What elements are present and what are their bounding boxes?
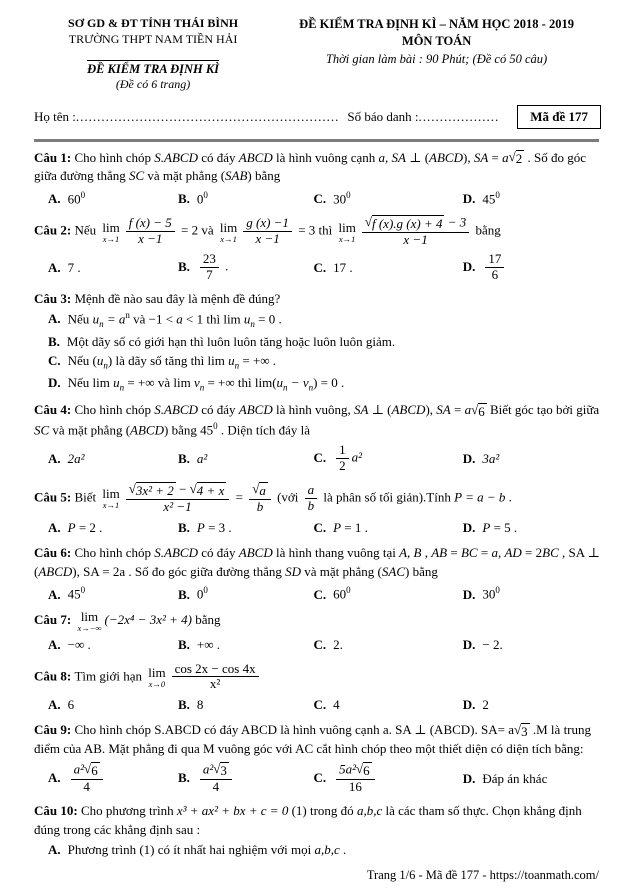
option-B: B. P = 3 .	[177, 520, 232, 536]
option-C: C. 4	[313, 697, 340, 713]
duration-note: Thời gian làm bài : 90 Phút; (Đề có 50 câu)	[325, 51, 548, 66]
answer-options	[34, 584, 601, 604]
question-text: Câu 9: Cho hình chóp S.ABCD có đáy ABCD là hình vuông cạnh a. SA ⊥ (ABCD). SA= a √ 3 .M là trung điểm của AB. Mặt phẳng đi qua M vuông góc với AC cắt hình chóp theo một thiết diện có diện tích bằng:	[34, 721, 592, 757]
option-letter: C.	[313, 449, 327, 465]
square-root: √ 6	[355, 761, 370, 779]
option-letter: A.	[48, 450, 61, 466]
option-letter: D.	[462, 697, 476, 713]
question-text: Câu 2: Nếu lim x→1 $\frac{f (x) - 5}{x -1}$ = 2 và lim x→1 $\frac{g (x) -1}{x -1}$ = 3 thì lim x→1 √ f (x).g (x) + 4 − 3 x −1 bằng	[34, 214, 501, 248]
option-C: C. $30^0$	[313, 189, 351, 206]
department-name: SƠ GD & ĐT TỈNH THÁI BÌNH	[68, 16, 239, 30]
question-1	[34, 149, 601, 209]
questions	[34, 149, 601, 866]
limit-notation: lim x→1	[219, 219, 238, 244]
fraction: $\frac{a}{b}$	[305, 483, 318, 514]
question-label: Câu 10:	[34, 803, 81, 819]
option-letter: A.	[48, 520, 61, 536]
question-text: Câu 5: Biết lim x→1 √ 3x² + 2 − √ 4 + x x² −1 = √ a b (với $\frac{a}{b}$ là phân số tối giản).Tính P = a − b .	[34, 481, 512, 515]
exam-heading: ĐỀ KIỂM TRA ĐỊNH KÌ – NĂM HỌC 2018 - 2019	[299, 17, 574, 31]
square-root: √ a	[252, 481, 266, 499]
question-text: Câu 1: Cho hình chóp S.ABCD có đáy ABCD là hình vuông cạnh a, SA ⊥ (ABCD), SA = a √ 2 . Số đo góc giữa đường thẳng SC và mặt phẳng (SAB) bằng	[34, 148, 587, 184]
fraction: $\frac{17}{6}$	[485, 252, 504, 283]
option-B	[178, 761, 313, 796]
option-letter: B.	[177, 190, 190, 206]
question-text: Câu 8: Tìm giới hạn lim x→0 $\frac{\cos 2x - \cos 4x}{\text{x²}}$	[34, 661, 601, 694]
option-letter: B.	[177, 520, 190, 536]
option-letter: D.	[462, 258, 476, 274]
option-letter: D.	[48, 375, 61, 391]
question-text: Câu 10: Cho phương trình x³ + ax² + bx + c = 0 (1) trong đó a,b,c là các tham số thực. Chọn khẳng định đúng trong các khẳng định sau :	[34, 803, 582, 838]
option-D: D. P = 5 .	[462, 520, 518, 536]
option-letter: B.	[177, 697, 190, 713]
option-letter: A.	[48, 636, 61, 652]
answer-options	[34, 695, 601, 715]
option-D: D. $45^0$	[462, 189, 500, 206]
option-letter: D.	[462, 770, 476, 786]
option-B: B. $0^0$	[177, 585, 208, 602]
option-A: A. 2a²	[48, 450, 85, 466]
option-letter: B.	[177, 636, 190, 652]
limit-notation: lim x→1	[338, 219, 356, 244]
candidate-row	[34, 105, 601, 129]
option-letter: D.	[462, 636, 476, 652]
question-label: Câu 4:	[34, 402, 75, 418]
option-C: C. $60^0$	[313, 585, 351, 602]
option-C: C. Nếu $(u_n)$ là dãy số tăng thì $\lim u_n$ = +∞ .	[48, 353, 277, 371]
fraction: √ a b	[249, 482, 271, 515]
option-D: D. − 2.	[462, 636, 503, 652]
header-divider	[34, 139, 599, 142]
question-text: Câu 6: Cho hình chóp S.ABCD có đáy ABCD là hình thang vuông tại A, B , AB = BC = a, AD = 2BC , SA ⊥ (ABCD), SA = 2a . Số đo góc giữa đường thẳng SD và mặt phẳng (SAC) bằng	[34, 545, 600, 580]
option-letter: C.	[313, 636, 327, 652]
option-D: D. Đáp án khác	[462, 770, 548, 786]
fraction: $\frac{1}{2}$	[336, 443, 349, 474]
question-2	[34, 214, 601, 284]
square-root: √ 3	[513, 721, 528, 739]
page-header	[34, 16, 601, 93]
question-label: Câu 3:	[34, 291, 75, 307]
question-6	[34, 544, 601, 604]
option-letter: A.	[48, 190, 61, 206]
question-3	[34, 290, 601, 395]
option-letter: A.	[48, 311, 61, 327]
question-label: Câu 9:	[34, 722, 75, 738]
answer-options	[34, 840, 601, 860]
fraction: $\frac{g (x) -1}{x -1}$	[243, 216, 292, 247]
option-D: D. Nếu $\lim u_n$ = +∞ và $\lim v_n$ = +∞ thì $\lim(u_n - v_n) = 0$ .	[48, 375, 345, 393]
limit-notation: lim x→1	[102, 486, 120, 511]
option-D	[463, 251, 601, 284]
option-A: A. −∞ .	[48, 636, 91, 652]
fraction: 5a² √ 6 16	[336, 762, 375, 795]
option-B: B. Một dãy số có giới hạn thì luôn luôn tăng hoặc luôn luôn giảm.	[48, 333, 396, 349]
option-letter: D.	[462, 586, 476, 602]
option-B: B. 8	[177, 697, 204, 713]
option-A: A. $45^0$	[48, 585, 86, 602]
name-dotted-line: ..............................................................	[75, 109, 340, 125]
question-label: Câu 6:	[34, 545, 75, 561]
question-label: Câu 2:	[34, 222, 75, 238]
option-letter: D.	[462, 190, 476, 206]
fraction: $\frac{23}{7}$	[200, 252, 219, 283]
option-C: C. 2.	[313, 636, 343, 652]
question-10	[34, 802, 601, 859]
square-root: √ 2	[508, 148, 523, 166]
fraction: √ f (x).g (x) + 4 − 3 x −1	[362, 215, 469, 248]
option-letter: B.	[177, 586, 190, 602]
candidate-number-label: Số báo danh :	[347, 109, 419, 125]
option-letter: B.	[177, 258, 190, 274]
option-B: B. a²	[177, 450, 208, 466]
subject-name: MÔN TOÁN	[401, 33, 472, 48]
question-label: Câu 8:	[34, 667, 75, 683]
option-letter: C.	[313, 586, 327, 602]
square-root: √ f (x).g (x) + 4	[364, 214, 443, 232]
square-root: √ 3	[213, 761, 227, 779]
option-A: A. Phương trình (1) có ít nhất hai nghiệm với mọi a,b,c .	[48, 841, 347, 857]
question-9	[34, 721, 601, 796]
option-letter: C.	[313, 697, 327, 713]
pages-note: (Đề có 6 trang)	[115, 77, 191, 92]
question-8	[34, 661, 601, 716]
question-text: Câu 4: Cho hình chóp S.ABCD có đáy ABCD là hình vuông, SA ⊥ (ABCD), SA = a √ 6 Biết góc tạo bởi giữa SC và mặt phẳng (ABCD) bằng $45^0$ . Diện tích đáy là	[34, 401, 600, 438]
option-B: B. $\frac{23}{7}$ .	[177, 251, 229, 283]
fraction: $\frac{f (x) - 5}{x -1}$	[126, 216, 175, 247]
limit-notation: lim x→−∞	[77, 609, 102, 633]
option-letter: C.	[313, 520, 327, 536]
square-root: √ 6	[471, 401, 485, 419]
header-right	[272, 16, 601, 93]
option-A: A. 7 .	[48, 259, 81, 275]
option-letter: C.	[313, 769, 327, 785]
option-letter: B.	[177, 769, 190, 785]
option-letter: C.	[313, 259, 327, 275]
answer-options	[34, 442, 601, 475]
option-C: C. 17 .	[313, 259, 353, 275]
option-letter: A.	[48, 586, 61, 602]
question-5	[34, 481, 601, 538]
question-label: Câu 5:	[34, 489, 75, 505]
question-label: Câu 7:	[34, 612, 75, 628]
answer-options	[34, 761, 601, 796]
option-D: D. 2	[462, 697, 489, 713]
exam-title: ĐỀ KIỂM TRA ĐỊNH KÌ	[87, 62, 220, 77]
candidate-number-dotted-line: ...................	[418, 109, 500, 125]
option-letter: A.	[48, 841, 61, 857]
option-D: D. 3a²	[462, 450, 500, 466]
question-text: Câu 7: lim x→−∞ (−2x⁴ − 3x² + 4) bằng	[34, 609, 221, 633]
option-letter: A.	[48, 769, 61, 785]
exam-code-badge: Mã đề 177	[517, 105, 601, 129]
option-letter: C.	[313, 190, 327, 206]
fraction: a² √ 3 4	[200, 762, 232, 795]
fraction: $\frac{\cos 2x - \cos 4x}{\text{x²}}$	[172, 662, 259, 693]
option-B: B. +∞ .	[177, 636, 220, 652]
option-letter: B.	[177, 450, 190, 466]
option-A	[48, 761, 178, 796]
fraction: a² √ 6 4	[71, 762, 103, 795]
option-B: B. $0^0$	[177, 189, 208, 206]
option-C	[313, 761, 462, 796]
header-left	[34, 16, 272, 93]
name-label: Họ tên :	[34, 109, 76, 125]
fraction: √ 3x² + 2 − √ 4 + x x² −1	[126, 482, 230, 515]
option-A: A. 6	[48, 697, 75, 713]
square-root: √ 4 + x	[189, 481, 225, 499]
answer-options	[34, 635, 601, 655]
option-letter: D.	[462, 450, 476, 466]
option-C: C. P = 1 .	[313, 520, 368, 536]
question-4	[34, 401, 601, 475]
question-7	[34, 610, 601, 655]
question-text: Câu 3: Mệnh đề nào sau đây là mệnh đề đúng?	[34, 291, 281, 307]
option-A: A. P = 2 .	[48, 520, 103, 536]
option-A: A. $60^0$	[48, 189, 86, 206]
option-C: C. $\frac{1}{2}$ a²	[313, 442, 362, 474]
school-name: TRƯỜNG THPT NAM TIỀN HẢI	[68, 31, 238, 46]
limit-notation: lim x→0	[148, 664, 166, 689]
answer-options	[34, 188, 601, 208]
answer-options	[34, 251, 601, 284]
option-letter: A.	[48, 259, 61, 275]
answer-options	[34, 309, 601, 395]
square-root: √ 3x² + 2	[128, 481, 174, 499]
option-letter: A.	[48, 697, 61, 713]
page-footer: Trang 1/6 - Mã đề 177 - https://toanmath.com/	[366, 868, 599, 882]
option-D: D. $30^0$	[462, 585, 500, 602]
question-label: Câu 1:	[34, 149, 75, 165]
answer-options	[34, 518, 601, 538]
option-letter: B.	[48, 333, 60, 349]
square-root: √ 6	[84, 761, 98, 779]
option-A: A. Nếu $u_n = a^n$ và −1 < a < 1 thì $\lim u_n = 0$ .	[48, 310, 282, 330]
option-letter: D.	[462, 520, 476, 536]
option-letter: C.	[48, 353, 61, 369]
limit-notation: lim x→1	[102, 219, 120, 244]
